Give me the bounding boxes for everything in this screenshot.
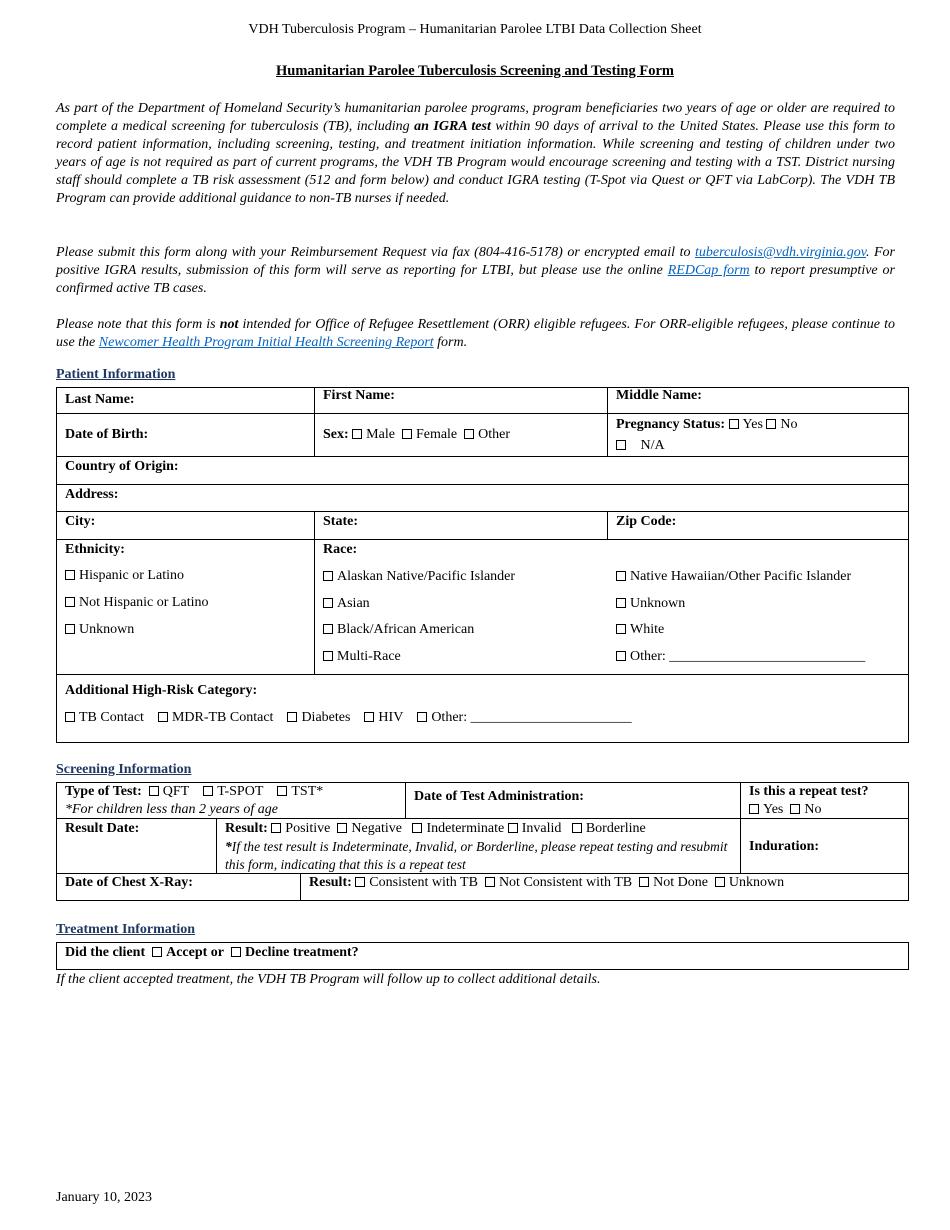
risk-label: Additional High-Risk Category: xyxy=(65,683,258,698)
race-black-checkbox[interactable] xyxy=(323,624,333,634)
eth-not-hispanic-option: Not Hispanic or Latino xyxy=(65,594,208,612)
page-header: VDH Tuberculosis Program – Humanitarian Parolee LTBI Data Collection Sheet xyxy=(248,22,702,37)
intro-paragraph-1: As part of the Department of Homeland Security’s humanitarian parolee programs, program beneficiaries two years of age or older are required to complete a medical screening for tuberculosis (TB), including an IGRA test within 90 days of arrival to the United States. Please use this form to record patient information, including screening, testing, and treatment initiation information. While screening and testing of children under two years of age is not required as part of current programs, the VDH TB Program would encourage screening and testing with a TST. District nursing staff should complete a TB risk assessment (512 and form below) and conduct IGRA testing (T-Spot via Quest or QFT via LabCorp). The VDH TB Program can provide additional guidance to non-TB nurses if needed. xyxy=(56,101,896,206)
risk-tb-checkbox[interactable] xyxy=(65,712,75,722)
footer-date: January 10, 2023 xyxy=(56,1190,153,1205)
newcomer-health-link[interactable]: Newcomer Health Program Initial Health Screening Report xyxy=(98,335,434,350)
preg-na-checkbox[interactable] xyxy=(616,440,626,450)
dob-label: Date of Birth: xyxy=(65,427,149,442)
treatment-accept-checkbox[interactable] xyxy=(152,947,162,957)
risk-other-checkbox[interactable] xyxy=(417,712,427,722)
risk-options: TB Contact MDR-TB Contact Diabetes HIV Other: _______________________ xyxy=(65,709,632,727)
intro-paragraph-3: Please note that this form is not intended for Office of Refugee Resettlement (ORR) eligible refugees. For ORR-eligible refugees, please continue to use the Newcomer Health Program Initial Health Screening Report form. xyxy=(56,317,895,350)
screening-info-heading: Screening Information xyxy=(56,762,192,777)
sex-male-checkbox[interactable] xyxy=(352,429,362,439)
race-multi-option: Multi-Race xyxy=(323,648,401,666)
race-alaskan-option: Alaskan Native/Pacific Islander xyxy=(323,568,515,586)
treatment-info-heading: Treatment Information xyxy=(56,922,196,937)
test-tst-checkbox[interactable] xyxy=(277,786,287,796)
res-negative-checkbox[interactable] xyxy=(337,823,347,833)
xray-not-consistent-checkbox[interactable] xyxy=(485,877,495,887)
repeat-no-checkbox[interactable] xyxy=(790,804,800,814)
middle-name-label: Middle Name: xyxy=(616,388,702,403)
test-qft-checkbox[interactable] xyxy=(149,786,159,796)
risk-mdr-checkbox[interactable] xyxy=(158,712,168,722)
city-label: City: xyxy=(65,514,96,529)
patient-info-heading: Patient Information xyxy=(56,367,176,382)
xray-consistent-checkbox[interactable] xyxy=(355,877,365,887)
eth-not-hispanic-checkbox[interactable] xyxy=(65,597,75,607)
test-tspot-checkbox[interactable] xyxy=(203,786,213,796)
race-asian-checkbox[interactable] xyxy=(323,598,333,608)
res-invalid-checkbox[interactable] xyxy=(508,823,518,833)
treatment-note: If the client accepted treatment, the VDH TB Program will follow up to collect additional details. xyxy=(56,972,601,987)
email-link[interactable]: tuberculosis@vdh.virginia.gov xyxy=(694,245,866,260)
form-title: Humanitarian Parolee Tuberculosis Screening and Testing Form xyxy=(276,63,674,79)
repeat-test-label: Is this a repeat test? xyxy=(749,784,869,799)
last-name-label: Last Name: xyxy=(65,392,135,407)
res-borderline-checkbox[interactable] xyxy=(572,823,582,833)
race-unknown-checkbox[interactable] xyxy=(616,598,626,608)
repeat-yes-checkbox[interactable] xyxy=(749,804,759,814)
race-other-option: Other: ____________________________ xyxy=(616,648,865,666)
race-multi-checkbox[interactable] xyxy=(323,651,333,661)
race-alaskan-checkbox[interactable] xyxy=(323,571,333,581)
race-hawaiian-option: Native Hawaiian/Other Pacific Islander xyxy=(616,568,851,586)
zip-label: Zip Code: xyxy=(616,514,677,529)
eth-unknown-option: Unknown xyxy=(65,621,134,639)
eth-unknown-checkbox[interactable] xyxy=(65,624,75,634)
risk-hiv-checkbox[interactable] xyxy=(364,712,374,722)
race-hawaiian-checkbox[interactable] xyxy=(616,571,626,581)
repeat-test-options: Yes No xyxy=(749,801,822,819)
race-unknown-option: Unknown xyxy=(616,595,685,613)
treatment-question: Did the client Accept or Decline treatment? xyxy=(65,945,359,960)
race-white-option: White xyxy=(616,621,664,639)
test-type-note: *For children less than 2 years of age xyxy=(65,802,278,817)
preg-no-checkbox[interactable] xyxy=(766,419,776,429)
race-label: Race: xyxy=(323,542,358,557)
country-label: Country of Origin: xyxy=(65,459,179,474)
preg-yes-checkbox[interactable] xyxy=(729,419,739,429)
race-black-option: Black/African American xyxy=(323,621,474,639)
xray-date-label: Date of Chest X-Ray: xyxy=(65,875,193,890)
sex-other-checkbox[interactable] xyxy=(464,429,474,439)
sex-field: Sex: Male Female Other xyxy=(323,427,511,442)
redcap-link[interactable]: REDCap form xyxy=(667,263,750,278)
result-note: *If the test result is Indeterminate, Invalid, or Borderline, please repeat testing and resubmit this form, indicating that this is a repeat test xyxy=(225,839,728,872)
pregnancy-field: Pregnancy Status: Yes No xyxy=(616,417,798,432)
res-positive-checkbox[interactable] xyxy=(271,823,281,833)
eth-hispanic-option: Hispanic or Latino xyxy=(65,567,184,585)
race-other-checkbox[interactable] xyxy=(616,651,626,661)
intro-paragraph-2: Please submit this form along with your Reimbursement Request via fax (804-416-5178) or encrypted email to tuberculosis@vdh.virginia.gov. For positive IGRA results, submission of this form will serve as reporting for LTBI, but please use the online REDCap form to report presumptive or confirmed active TB cases. xyxy=(56,245,896,296)
address-label: Address: xyxy=(65,487,119,502)
state-label: State: xyxy=(323,514,358,529)
result-date-label: Result Date: xyxy=(65,821,140,836)
test-result-field: Result: Positive Negative Indeterminate Invalid Borderline xyxy=(225,821,646,836)
race-white-checkbox[interactable] xyxy=(616,624,626,634)
race-asian-option: Asian xyxy=(323,595,370,613)
risk-diabetes-checkbox[interactable] xyxy=(287,712,297,722)
first-name-label: First Name: xyxy=(323,388,395,403)
xray-unknown-checkbox[interactable] xyxy=(715,877,725,887)
test-type-field: Type of Test: QFT T-SPOT TST* xyxy=(65,784,324,799)
pregnancy-na: N/A xyxy=(616,437,665,455)
res-indeterminate-checkbox[interactable] xyxy=(412,823,422,833)
induration-label: Induration: xyxy=(749,839,820,854)
eth-hispanic-checkbox[interactable] xyxy=(65,570,75,580)
treatment-decline-checkbox[interactable] xyxy=(231,947,241,957)
sex-female-checkbox[interactable] xyxy=(402,429,412,439)
xray-result-field: Result: Consistent with TB Not Consistent with TB Not Done Unknown xyxy=(309,875,785,890)
xray-not-done-checkbox[interactable] xyxy=(639,877,649,887)
ethnicity-label: Ethnicity: xyxy=(65,542,125,557)
test-admin-date-label: Date of Test Administration: xyxy=(414,789,584,804)
